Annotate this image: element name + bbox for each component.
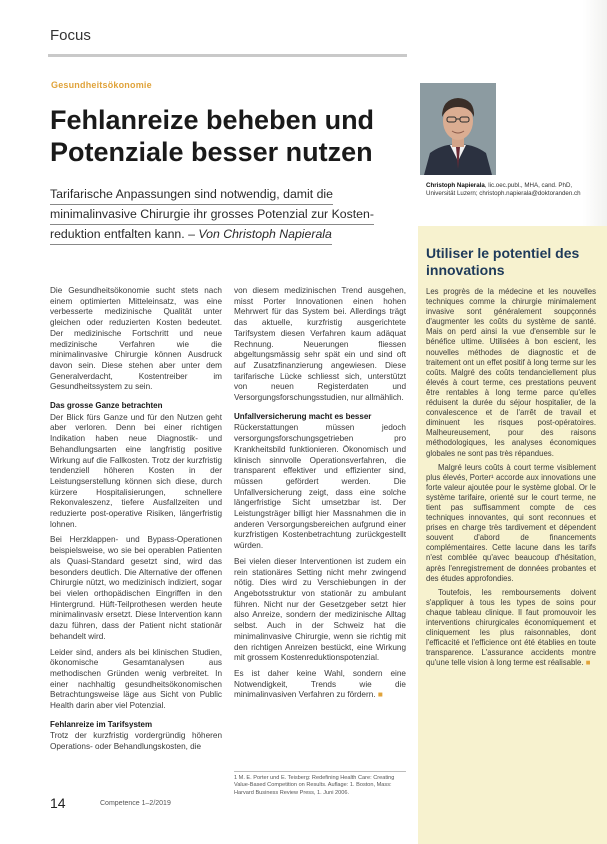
page-footer — [50, 795, 410, 815]
paragraph: Bei vielen dieser Interventionen ist zudem ein rein stationäres Setting nicht mehr zwingend nötig. Dies wird zu Verschiebungen in der Angebotsstruktur von stationär zu ambulant führen. Nicht nur der Gesetzgeber setzt hier also Anreize, sondern der medizinische Alltag selbst. Auch in der Schweiz hat die minimalinvasive Chirurgie, wenn sie richtig mit den richtigen Anreizen bestückt, eine Wirkung mit grossem Kostenreduktionspotenzial. — [234, 556, 406, 663]
page-number: 14 — [50, 795, 66, 811]
lead-line-3 — [50, 225, 332, 245]
article-column-1 — [50, 286, 222, 758]
sidebar-paragraph: Les progrès de la médecine et les nouvelles techniques comme la chirurgie minimalement invasive sont généralement soupçonnés d'augmenter les coûts du système de santé. Mais on perd ainsi la vue d'ensemble sur le bénéfice ultime. Utilisées à bon escient, les nouvelles méthodes de diagnostic et de traitement ont un effet positif à long terme sur les coûts. Malgré des coûts tendanciellement plus élevés à court terme, ces prestations peuvent être rentables à long terme parce qu'elles réduisent la durée du séjour hospitalier, de la convalescence et de l'arrêt de travail et diminuent les risques post-opératoires. Malheureusement, pour des raisons méthodologiques, les analyses économiques globales ne sont pas très répandues. — [426, 287, 596, 458]
article-column-2 — [234, 286, 406, 706]
paragraph-text: Es ist daher keine Wahl, sondern eine Notwendigkeit, Trends wie die minimalinvasiven Verfahren zu fördern. — [234, 668, 406, 700]
subheading: Fehlanreize im Tarifsystem — [50, 719, 153, 729]
sidebar-paragraph — [426, 588, 596, 669]
paragraph: Der Blick fürs Ganze und für den Nutzen geht aber verloren. Denn bei einer richtigen Indikation haben neue Diagnostik- und Behandlungsarten eine langfristig positive Wirkung auf die Fallkosten. Trotz der kurzfristig tendenziell höheren Kosten in der Leistungserstellung können sich diese, durch kürzere Hospitalisierungen, schnellere Rekonvaleszenz, tiefere Ausfallzeiten und reduzierte post-operative Risiken, längerfristig lohnen. — [50, 412, 222, 529]
paragraph: Die Gesundheitsökonomie sucht stets nach einem optimierten Mitteleinsatz, was eine verbesserte medizinische Qualität unter gleichen oder reduzierten Kosten bedeutet. Der medizinische Fortschritt und neue medizinische Verfahren wie die minimalinvasive Chirurgie können Ausdruck davon sein. Diese stehen aber unter dem Generalverdacht, Kostentreiber im Gesundheitssystem zu sein. — [50, 286, 222, 392]
footnote: 1 M. E. Porter und E. Teisberg: Redefining Health Care: Creating Value-Based Competition on Results. Auflage: 1. Boston, Mass: Harvard Business Review Press, 1. Juni 2006. — [234, 771, 406, 797]
author-photo — [420, 83, 496, 175]
paragraph: Rückerstattungen müssen jedoch versorgungsforschungsgetrieben pro Krankheitsbild funktionieren. Ökonomisch und klinisch sinnvolle Operationsverfahren, die transparent effektiver und effizienter sind, müssen gefördert werden. Die Unfallversicherung zeigt, dass eine solche längerfristige Sicht umsetzbar ist. Der Leistungsträger billigt hier Massnahmen die in anderen Versorgungsbereichen aufgrund einer kurzfristigen Kostenbetrachtung zurückgestellt würden. — [234, 423, 406, 551]
lead-author: Von Christoph Napierala — [198, 227, 332, 241]
subheading: Unfallversicherung macht es besser — [234, 411, 372, 421]
sidebar-paragraph-text: Toutefois, les remboursements doivent s'appliquer à tous les types de soins pour chaque tableau clinique. Il faut promouvoir les interventions chirurgicales économiquement et cliniquement les plus raisonnables, dont l'efficacité et l'efficience ont été établies en toute transparence. L'assurance accidents montre qu'une telle vision à long terme est réalisable. — [426, 587, 596, 668]
paragraph: Trotz der kurzfristig vordergründig höheren Operations- oder Behandlungskosten, die — [50, 731, 222, 752]
subheading: Das grosse Ganze betrachten — [50, 401, 163, 411]
kicker: Gesundheitsökonomie — [51, 80, 152, 90]
caption-name: Christoph Napierala — [426, 182, 485, 189]
issue-label: Competence 1–2/2019 — [100, 800, 171, 807]
paragraph: Leider sind, anders als bei klinischen Studien, ökonomische Gesamtanalysen aus methodischen Gründen wenig verbreitet. In einer nachhaltig gesundheitsökonomischen Betrachtungsweise läge aus Sicht von Public Health darin aber viel Potenzial. — [50, 647, 222, 711]
caption-text: , lic.oec.publ., MHA, cand. PhD, Universität Luzern; christoph.napierala@doktoranden.ch — [426, 182, 581, 197]
paragraph: Bei Herzklappen- und Bypass-Operationen beispielsweise, wo sie bei operablen Patienten als Quasi-Standard gesetzt sind, wird das besonders deutlich. Die Alternative der offenen Chirurgie nützt, wo medizinisch indiziert, sogar bei vielen orthopädischen Eingriffen in den Hintergrund. Hüft-Teilprothesen werden heute minimalinvasiv ersetzt. Diese Intervention kann dazu führen, dass der Patient nicht stationär behandelt wird. — [50, 535, 222, 641]
headline: Fehlanreize beheben und Potenziale besser nutzen — [50, 105, 375, 167]
sidebar-title: Utiliser le potentiel des innovations — [426, 245, 580, 278]
portrait-illustration — [420, 83, 496, 175]
section-label: Focus — [50, 27, 91, 44]
top-rule — [48, 54, 407, 57]
author-caption — [426, 182, 596, 198]
sidebar-paragraph: Malgré leurs coûts à court terme visiblement plus élevés, Porter¹ accorde aux innovations une forte valeur ajoutée pour le système global. Or le système tarifaire, orienté sur le court terme, ne tient pas suffisamment compte de ces techniques innovantes, qui sont reconnues et prises en charge très tardivement et dépendent souvent d'abord de financements complémentaires. Cette lacune dans les tarifs n'est comblée qu'avec beaucoup d'hésitation, après l'enregistrement de données probantes et des études approfondies. — [426, 462, 596, 583]
end-mark-icon: ■ — [585, 658, 591, 668]
lead-line-2: minimalinvasive Chirurgie ihr grosses Potenzial zur Kosten- — [50, 205, 374, 225]
sidebar-text — [426, 287, 596, 672]
lead-line-3-text: reduktion entfalten kann. – — [50, 227, 199, 241]
lead-text — [50, 185, 390, 245]
paragraph — [234, 669, 406, 701]
lead-line-1: Tarifarische Anpassungen sind notwendig, damit die — [50, 185, 333, 205]
end-mark-icon: ■ — [377, 690, 383, 700]
paragraph: von diesem medizinischen Trend ausgehen, misst Porter Innovationen einen hohen Mehrwert für das System bei. Allerdings trägt das aktuelle, kurzfristig ausgerichtete Tarifsystem diesen Verfahren kaum adäquat Rechnung. Neuerungen fliessen abgeltungsmässig sehr spät ein und sind oft auf Zusatzfinanzierung angewiesen. Diese tarifarische Lücke schliesst sich, unterstützt von neuen Registerdaten und Versorgungsforschungsstudien, nur allmählich. — [234, 286, 406, 403]
